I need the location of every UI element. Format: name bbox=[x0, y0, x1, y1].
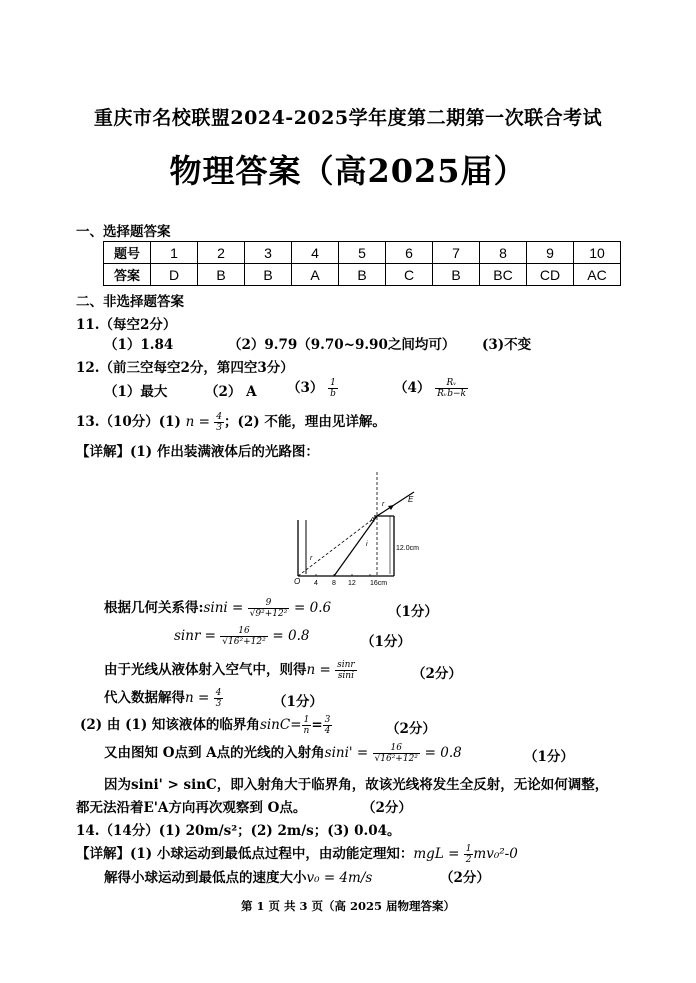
fraction-numerator: 1 bbox=[328, 378, 338, 389]
tick-label: 8 bbox=[332, 580, 336, 587]
q14-detail bbox=[76, 842, 518, 865]
q14-eq1-fraction bbox=[464, 844, 474, 865]
q13-title-fraction bbox=[214, 412, 224, 433]
q13-part2-points: （2分） bbox=[386, 721, 436, 737]
table-header-cell: 题号 bbox=[104, 242, 151, 264]
label-r2: r bbox=[382, 501, 385, 508]
fraction-numerator: 1 bbox=[302, 715, 312, 726]
p2-fraction-2 bbox=[323, 715, 333, 736]
table-cell: B bbox=[339, 264, 386, 286]
q14-eq2-text: 解得小球运动到最低点的速度大小 bbox=[104, 870, 307, 886]
fraction-denominator: 4 bbox=[324, 726, 331, 736]
p3-rhs: = 0.8 bbox=[424, 745, 462, 761]
q13-part5-points: （2分） bbox=[362, 800, 412, 816]
q13-eq2 bbox=[174, 626, 309, 647]
table-cell: 7 bbox=[433, 242, 480, 264]
eq3-lhs: n = bbox=[306, 662, 336, 678]
fraction-numerator: 4 bbox=[216, 412, 222, 422]
table-cell: 6 bbox=[386, 242, 433, 264]
q14-eq1-lhs: mgL = bbox=[413, 846, 464, 862]
section1-heading: 一、选择题答案 bbox=[76, 224, 171, 240]
q11-answer-2: （2）9.79（9.70~9.90之间均可） bbox=[228, 337, 456, 353]
exam-title: 重庆市名校联盟2024-2025学年度第二期第一次联合考试 bbox=[93, 107, 603, 129]
eq1-lhs: sini = bbox=[203, 600, 248, 616]
table-cell: B bbox=[245, 264, 292, 286]
fraction-numerator: 3 bbox=[324, 715, 331, 725]
fraction-numerator: sinr bbox=[337, 660, 355, 670]
q12-answer-3-label: （3） bbox=[287, 380, 324, 396]
section2-heading: 二、非选择题答案 bbox=[76, 294, 184, 310]
table-cell: 8 bbox=[480, 242, 527, 264]
eq4-lhs: n = bbox=[185, 690, 214, 706]
q13-part2 bbox=[80, 713, 332, 736]
tick-label: 4 bbox=[314, 580, 318, 587]
q13-eq4 bbox=[104, 686, 223, 709]
q14-eq2 bbox=[104, 866, 372, 886]
q11-answer-3: (3)不变 bbox=[482, 337, 532, 353]
fraction-denominator: 3 bbox=[216, 423, 222, 433]
q12-answer-4-fraction bbox=[435, 378, 468, 399]
eq3-fraction bbox=[335, 660, 357, 681]
fraction-denominator: √16²+12² bbox=[374, 754, 418, 764]
table-row-answers bbox=[104, 264, 621, 286]
q14-eq2-math: v₀ = 4m/s bbox=[306, 870, 373, 886]
fraction-denominator: n bbox=[303, 726, 310, 736]
q13-title bbox=[76, 410, 386, 433]
table-cell: D bbox=[151, 264, 198, 286]
q13-part5: 都无法沿着E'A方向再次观察到 O点。 bbox=[76, 800, 307, 816]
fraction-denominator: 3 bbox=[215, 699, 222, 709]
q13-part4: 因为sini' > sinC，即入射角大于临界角，故该光线将发生全反射，无论如何调整， bbox=[104, 777, 609, 793]
q13-detail-heading: 【详解】(1) 作出装满液体后的光路图： bbox=[76, 444, 319, 460]
q13-title-suffix: ；(2) 不能，理由见详解。 bbox=[223, 414, 386, 430]
ray-in-liquid bbox=[334, 516, 377, 576]
label-i: i bbox=[366, 541, 368, 548]
tick-label: 16cm bbox=[370, 580, 388, 587]
q12-title: 12.（前三空每空2分，第四空3分） bbox=[76, 360, 294, 376]
fraction-denominator: 2 bbox=[465, 855, 472, 865]
p3-fraction bbox=[373, 743, 420, 764]
fraction-numerator: 1 bbox=[465, 844, 472, 854]
eq1-label: 根据几何关系得: bbox=[104, 600, 204, 616]
q13-title-n: n = bbox=[185, 414, 215, 430]
q14-title: 14.（14分）(1) 20m/s²；(2) 2m/s；(3) 0.04。 bbox=[76, 823, 401, 839]
table-cell: 3 bbox=[245, 242, 292, 264]
table-cell: 9 bbox=[527, 242, 574, 264]
q13-title-prefix: 13.（10分）(1) bbox=[76, 414, 186, 430]
eq2-lhs: sinr = bbox=[174, 628, 221, 644]
table-cell: CD bbox=[527, 264, 574, 286]
q11-title: 11.（每空2分） bbox=[76, 317, 177, 333]
table-cell: 1 bbox=[151, 242, 198, 264]
q13-part3-points: （1分） bbox=[524, 749, 574, 765]
q12-answer-2: （2） A bbox=[205, 384, 257, 400]
light-path-diagram bbox=[290, 470, 430, 588]
eq4-text: 代入数据解得 bbox=[104, 690, 185, 706]
label-O: O bbox=[294, 577, 301, 586]
eq2-rhs: = 0.8 bbox=[272, 628, 310, 644]
p2-text: (2) 由 (1) 知该液体的临界角 bbox=[80, 717, 260, 733]
table-row-numbers bbox=[104, 242, 621, 264]
table-cell: 2 bbox=[198, 242, 245, 264]
fraction-denominator: √9²+12² bbox=[249, 609, 288, 619]
q14-detail-text: 【详解】(1) 小球运动到最低点过程中，由动能定理知： bbox=[76, 846, 414, 862]
fraction-numerator: 16 bbox=[220, 626, 267, 637]
fraction-denominator: sini bbox=[337, 671, 354, 681]
table-cell: B bbox=[198, 264, 245, 286]
table-header-cell: 答案 bbox=[104, 264, 151, 286]
q13-eq3-points: （2分） bbox=[412, 666, 462, 682]
table-cell: C bbox=[386, 264, 433, 286]
q12-answer-1: （1）最大 bbox=[104, 384, 168, 400]
page-footer: 第 1 页 共 3 页（高 2025 届物理答案） bbox=[240, 899, 456, 913]
fraction-numerator: 16 bbox=[373, 743, 420, 754]
q13-eq4-points: （1分） bbox=[273, 694, 323, 710]
q12-answer-3 bbox=[287, 376, 338, 399]
table-cell: 10 bbox=[574, 242, 621, 264]
q12-answer-4 bbox=[394, 376, 468, 399]
eq2-fraction bbox=[220, 626, 267, 647]
p3-text: 又由图知 O点到 A点的光线的入射角 bbox=[104, 745, 325, 761]
label-r1: r bbox=[310, 555, 313, 562]
q13-eq1 bbox=[104, 596, 331, 619]
page-title: 物理答案（高2025届） bbox=[169, 152, 527, 190]
label-E: E bbox=[408, 495, 414, 504]
arrow-icon bbox=[388, 505, 394, 510]
q14-eq2-points: （2分） bbox=[440, 870, 490, 886]
table-cell: B bbox=[433, 264, 480, 286]
table-cell: AC bbox=[574, 264, 621, 286]
fraction-numerator: 4 bbox=[215, 688, 222, 698]
tick-label: 12 bbox=[348, 580, 356, 587]
q13-part3 bbox=[104, 741, 462, 764]
fraction-denominator: √16²+12² bbox=[222, 637, 266, 647]
q11-answer-1: （1）1.84 bbox=[104, 337, 174, 353]
label-A: A bbox=[370, 517, 375, 524]
table-cell: BC bbox=[480, 264, 527, 286]
fraction-numerator: Rᵥ bbox=[435, 378, 468, 389]
eq1-rhs: = 0.6 bbox=[294, 600, 332, 616]
eq1-fraction bbox=[248, 598, 290, 619]
eq3-text: 由于光线从液体射入空气中，则得 bbox=[104, 662, 307, 678]
p2-equals: = bbox=[311, 717, 323, 733]
p3-lhs: sini' = bbox=[324, 745, 373, 761]
q12-answer-3-fraction bbox=[328, 378, 338, 399]
q12-answer-4-label: （4） bbox=[394, 380, 431, 396]
table-cell: 5 bbox=[339, 242, 386, 264]
q13-eq2-points: （1分） bbox=[361, 634, 411, 650]
table-cell: A bbox=[292, 264, 339, 286]
p2-lhs: sinC= bbox=[259, 717, 302, 733]
answer-table bbox=[103, 241, 621, 286]
fraction-denominator: Rᵥb−k bbox=[437, 389, 466, 399]
p2-fraction-1 bbox=[302, 715, 312, 736]
fraction-numerator: 9 bbox=[248, 598, 290, 609]
table-cell: 4 bbox=[292, 242, 339, 264]
q13-eq3 bbox=[104, 658, 357, 681]
eq4-fraction bbox=[214, 688, 224, 709]
q14-eq1-rhs: mv₀²-0 bbox=[473, 846, 518, 862]
label-height: 12.0cm bbox=[396, 545, 419, 552]
q13-eq1-points: （1分） bbox=[388, 604, 438, 620]
fraction-denominator: b bbox=[330, 389, 336, 399]
